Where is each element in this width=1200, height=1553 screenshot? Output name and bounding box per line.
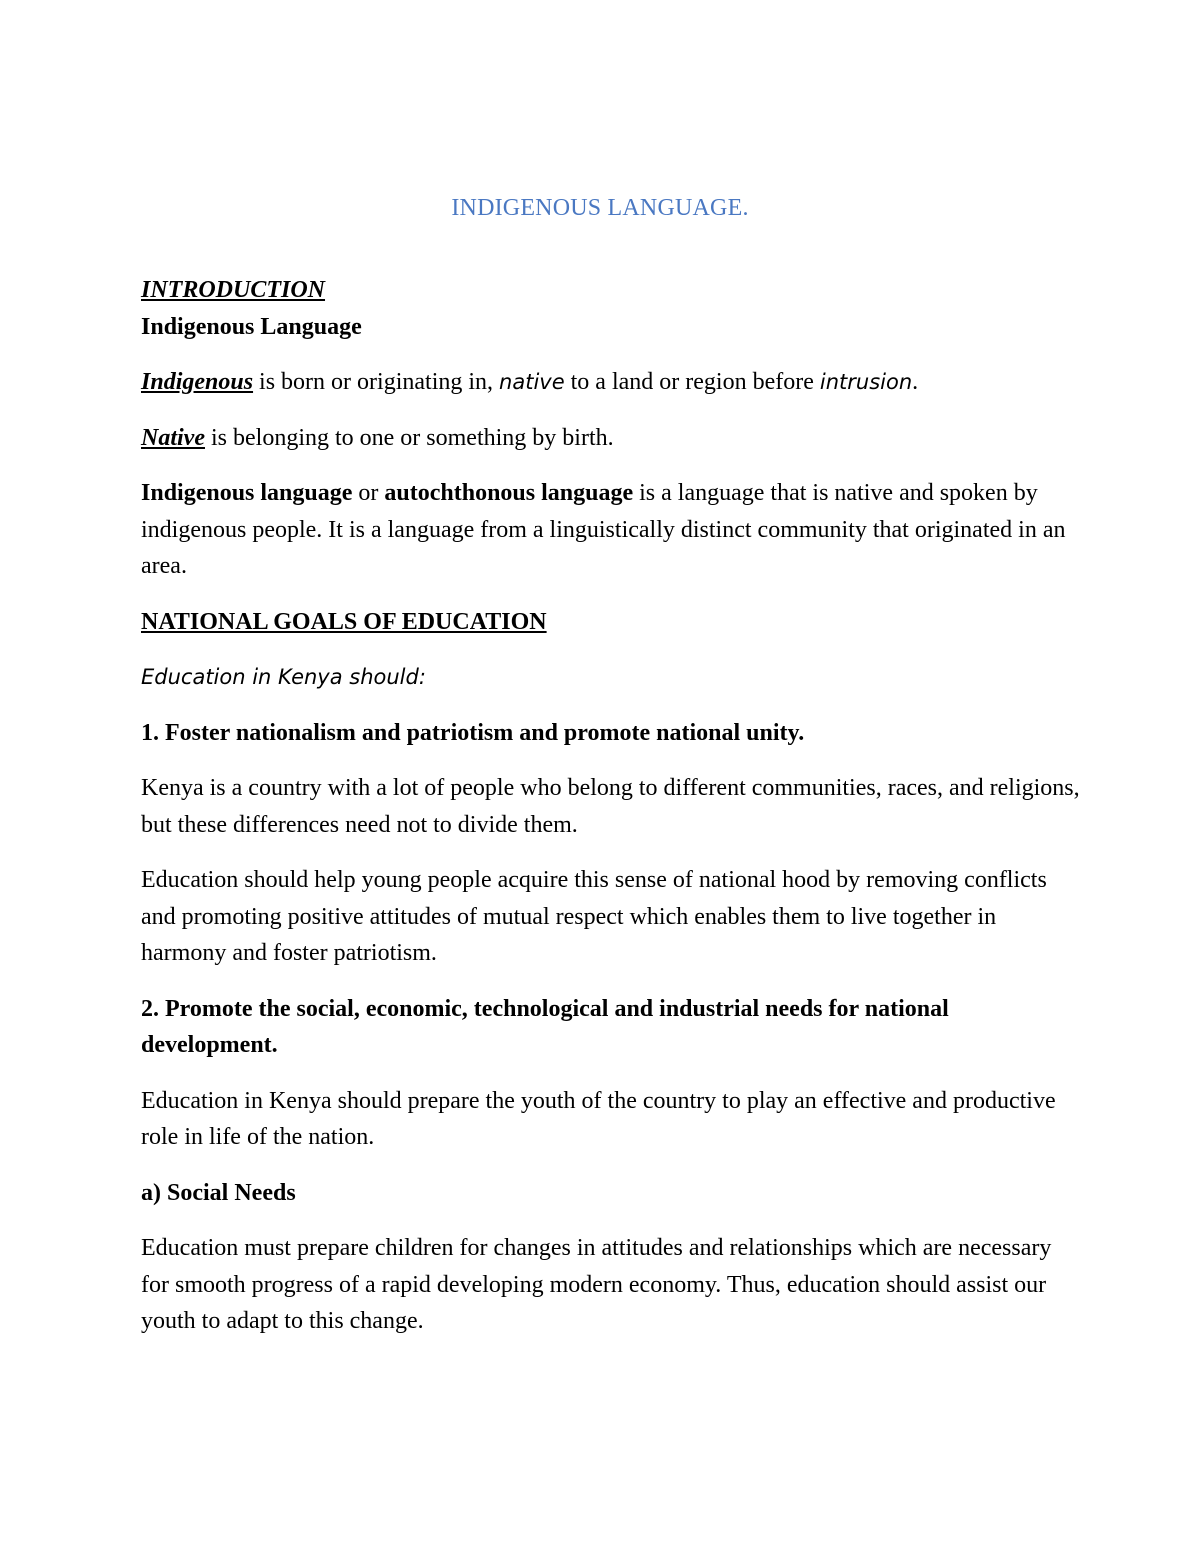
introduction-heading: INTRODUCTION	[141, 277, 326, 303]
goal-2-heading: 2. Promote the social, economic, technological and industrial needs for national development.	[141, 995, 949, 1058]
definition-text: is belonging to one or something by birth.	[204, 424, 614, 451]
social-needs-paragraph: Education must prepare children for changes in attitudes and relationships which are necessary for smooth progress of a rapid developing modern economy. Thus, education should assist our youth to adapt to this change.	[141, 1235, 1052, 1334]
word-native: native	[499, 370, 565, 394]
definition-text: .	[912, 369, 919, 395]
goal-1-heading: 1. Foster nationalism and patriotism and promote national unity.	[141, 719, 805, 746]
document-title: INDIGENOUS LANGUAGE.	[451, 195, 749, 221]
definition-indigenous	[141, 364, 1081, 401]
term-autochthonous-language: autochthonous language	[384, 480, 634, 506]
definition-indigenous-language	[141, 475, 1081, 585]
term-indigenous: Indigenous	[141, 369, 254, 395]
term-indigenous-language: Indigenous language	[141, 480, 353, 506]
definition-text: or	[352, 480, 385, 506]
goals-heading: NATIONAL GOALS OF EDUCATION	[141, 608, 547, 635]
introduction-subheading: Indigenous Language	[141, 313, 362, 340]
goal-1-paragraph-2: Education should help young people acquire this sense of national hood by removing conflicts and promoting positive attitudes of mutual respect which enables them to live together in harmony and foster patriotism.	[141, 867, 1047, 966]
definition-native	[141, 420, 1081, 457]
definition-text: is born or originating in,	[253, 369, 500, 395]
definition-text: to a land or region before	[564, 369, 820, 395]
definition-text: is a language that is native and spoken by indigenous people. It is a language from a linguistically distinct community that originated in an area.	[141, 480, 1066, 579]
document-body	[141, 272, 1081, 1340]
goal-2-paragraph-1: Education in Kenya should prepare the youth of the country to play an effective and productive role in life of the nation.	[141, 1087, 1056, 1150]
goal-1-paragraph-1: Kenya is a country with a lot of people who belong to different communities, races, and religions, but these differences need not to divide them.	[141, 775, 1080, 838]
goals-lead: Education in Kenya should:	[141, 665, 426, 689]
term-native: Native	[141, 424, 205, 451]
word-intrusion: intrusion	[819, 370, 913, 394]
social-needs-heading: a) Social Needs	[141, 1179, 296, 1206]
